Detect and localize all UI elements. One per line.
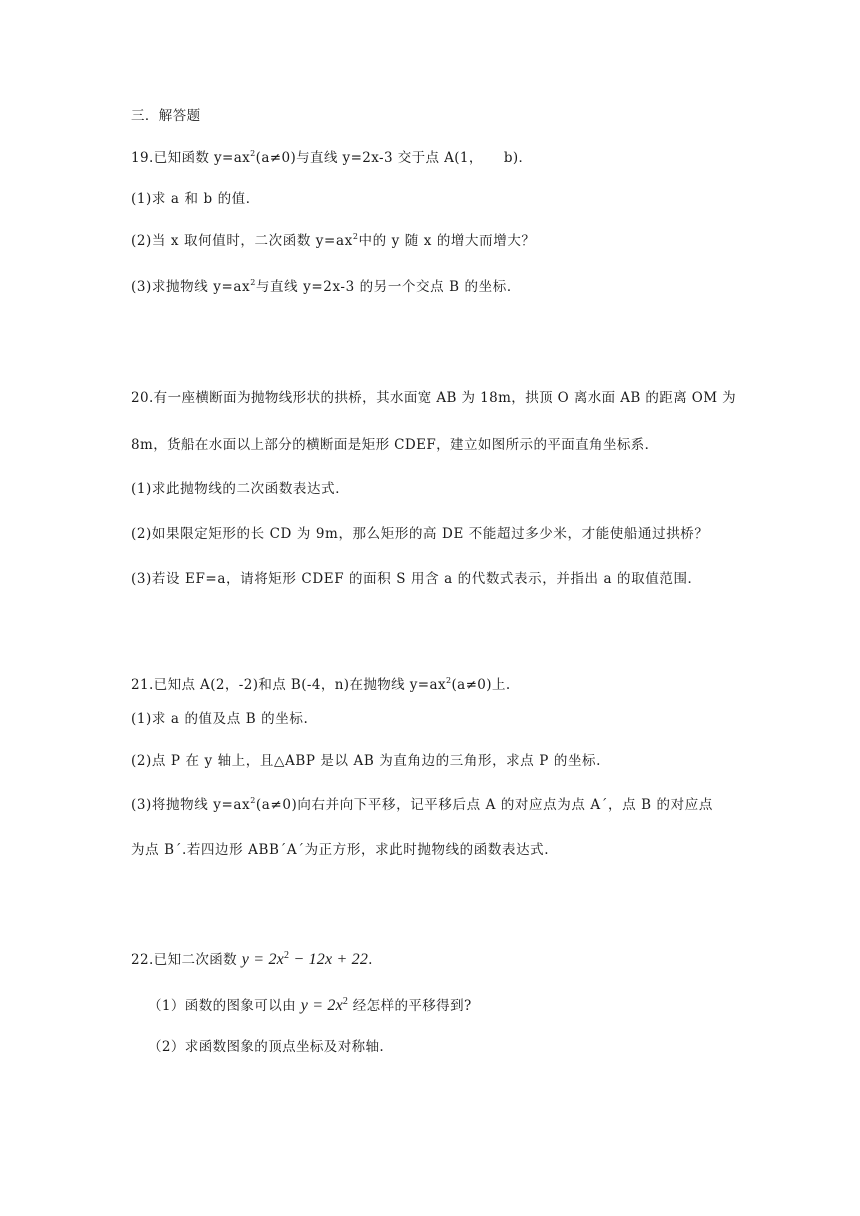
q19-part2 — [131, 232, 536, 250]
q21-stem-text-b: (a≠0)上. — [451, 677, 511, 693]
q22-part1-equation-exponent: 2 — [342, 996, 349, 1007]
q21-stem — [131, 676, 511, 694]
q19-part3-text-a: (3)求抛物线 y=ax — [131, 279, 251, 295]
q19-part3 — [131, 278, 521, 296]
q21-stem-exponent: 2 — [445, 676, 452, 685]
q19-part2-exponent: 2 — [352, 232, 359, 241]
q21-part1: (1)求 a 的值及点 B 的坐标. — [131, 711, 309, 727]
q21-part3-line2: 为点 B´.若四边形 ABB´A´为正方形，求此时抛物线的函数表达式. — [131, 842, 550, 858]
q19-part3-text-b: 与直线 y=2x-3 的另一个交点 B 的坐标． — [255, 279, 521, 295]
q19-part1: (1)求 a 和 b 的值． — [131, 191, 260, 207]
q22-stem-text-a: 22.已知二次函数 — [131, 952, 242, 968]
q21-part3-text-b: (a≠0)向右并向下平移，记平移后点 A 的对应点为点 A´，点 B 的对应点 — [255, 797, 713, 813]
q21-part3-line1 — [131, 796, 713, 814]
q22-equation-exponent: 2 — [283, 950, 290, 961]
q22-part1-equation-lhs: y = 2x — [300, 997, 343, 1014]
q19-part2-text-b: 中的 y 随 x 的增大而增大？ — [358, 233, 536, 249]
q20-part3: (3)若设 EF=a，请将矩形 CDEF 的面积 S 用含 a 的代数式表示，并指出 a 的取值范围． — [131, 571, 702, 587]
q21-part3-exponent: 2 — [250, 796, 256, 805]
q19-stem — [131, 149, 532, 167]
q22-part1-equation — [301, 997, 348, 1014]
q21-stem-text-a: 21.已知点 A(2，-2)和点 B(-4，n)在抛物线 y=ax — [131, 677, 446, 693]
q22-part1-text-b: 经怎样的平移得到? — [348, 998, 472, 1014]
q22-stem-text-b: . — [368, 952, 373, 968]
q22-part1 — [148, 997, 472, 1015]
q20-part1: (1)求此抛物线的二次函数表达式． — [131, 481, 350, 497]
q19-part3-exponent: 2 — [250, 278, 256, 287]
section-title: 三．解答题 — [131, 108, 201, 124]
q22-equation-rest: − 12x + 22 — [289, 951, 369, 968]
q22-equation-lhs: y = 2x — [241, 951, 284, 968]
q22-part2: （2）求函数图象的顶点坐标及对称轴. — [148, 1039, 385, 1055]
q22-part1-text-a: （1）函数的图象可以由 — [148, 998, 301, 1014]
q21-part3-text-a: (3)将抛物线 y=ax — [131, 797, 251, 813]
q20-stem-line2: 8m，货船在水面以上部分的横断面是矩形 CDEF，建立如图所示的平面直角坐标系． — [131, 437, 659, 453]
q22-stem — [131, 951, 373, 969]
q19-part2-text-a: (2)当 x 取何值时，二次函数 y=ax — [131, 233, 353, 249]
q21-part2: (2)点 P 在 y 轴上，且△ABP 是以 AB 为直角边的三角形，求点 P 的坐标. — [131, 753, 602, 769]
q20-part2: (2)如果限定矩形的长 CD 为 9m，那么矩形的高 DE 不能超过多少米，才能使船通过拱桥？ — [131, 526, 709, 542]
q20-stem-line1: 20.有一座横断面为抛物线形状的拱桥，其水面宽 AB 为 18m，拱顶 O 离水面 AB 的距离 OM 为 — [131, 390, 737, 406]
q22-equation — [242, 951, 368, 968]
q19-stem-exponent: 2 — [250, 149, 256, 158]
q19-stem-text-b: (a≠0)与直线 y=2x-3 交于点 A(1， b)． — [255, 150, 533, 166]
q19-stem-text-a: 19.已知函数 y=ax — [131, 150, 251, 166]
